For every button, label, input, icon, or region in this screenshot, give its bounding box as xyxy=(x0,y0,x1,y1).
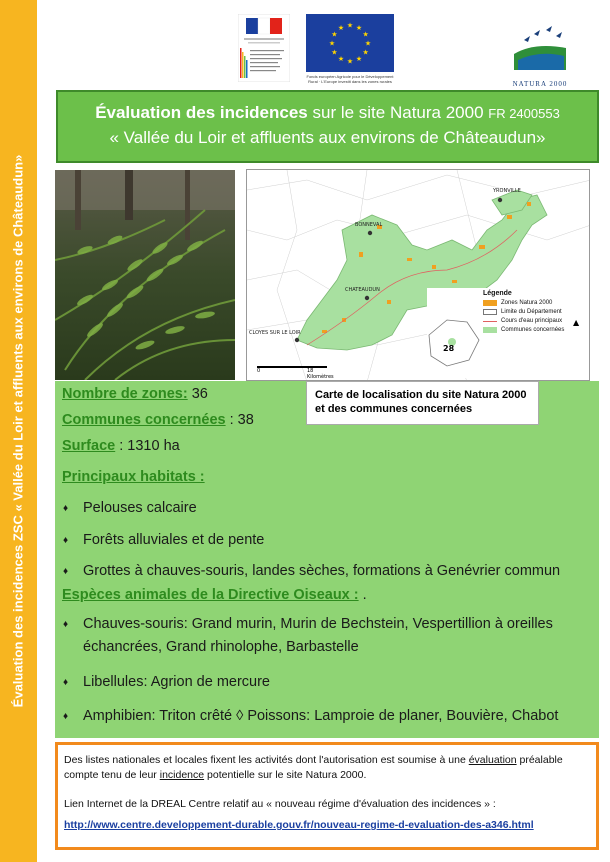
map-town: CLOYES SUR LE LOIR xyxy=(249,330,301,336)
map-caption-line2: et des communes concernées xyxy=(315,403,473,415)
bullet-icon: ♦ xyxy=(63,566,69,577)
map-town: CHATEAUDUN xyxy=(345,287,380,293)
map-town: YRONVILLE xyxy=(493,188,521,194)
european-union-logo xyxy=(306,14,394,84)
eu-star-icon: ★ xyxy=(355,23,363,32)
title-bold: Évaluation des incidences xyxy=(95,103,308,122)
list-item: ♦ Forêts alluviales et de pente xyxy=(63,529,593,552)
stat-communes xyxy=(62,412,254,428)
title-box xyxy=(56,90,599,163)
side-title: Évaluation des incidences ZSC « Vallée du Loir et affluents aux environs de Châteaudun» xyxy=(10,154,26,708)
stat-zones xyxy=(62,386,208,402)
zones-label: Nombre de zones: xyxy=(62,386,188,402)
legend-item: Communes concernées xyxy=(501,327,565,333)
map-scale-start: 0 xyxy=(257,368,261,374)
list-item: ♦ Chauves-souris: Grand murin, Murin de Bechstein, Vespertillion à oreilles échancrées, Grand rhinolophe, Barbastelle xyxy=(63,613,593,659)
bullet-icon: ♦ xyxy=(63,619,69,630)
side-band xyxy=(0,0,37,862)
regulation-text: Des listes nationales et locales fixent les activités dont l'autorisation est soumise à une évaluation préalable compte tenu de leur incidence potentielle sur le site Natura 2000. xyxy=(64,754,563,781)
stat-surface xyxy=(62,438,180,454)
natura-caption: NATURA 2000 xyxy=(512,80,568,88)
eu-star-icon: ★ xyxy=(328,39,336,48)
list-item: ♦ Amphibien: Triton crêté ◊ Poissons: Lamproie de planer, Bouvière, Chabot xyxy=(63,705,593,728)
list-item: ♦ Grottes à chauves-souris, landes sèches, formations à Genévrier commun xyxy=(63,560,593,583)
legend-swatch xyxy=(483,309,497,315)
surface-label: Surface xyxy=(62,438,116,454)
eu-star-icon: ★ xyxy=(346,21,354,30)
title-rest: sur le site Natura 2000 xyxy=(307,103,489,122)
republique-francaise-logo xyxy=(238,14,290,82)
fern-photo xyxy=(55,170,235,380)
map-caption xyxy=(306,381,539,425)
surface-value: : 1310 ha xyxy=(115,438,180,454)
dreal-link-intro: Lien Internet de la DREAL Centre relatif au « nouveau régime d'évaluation des incidences » : xyxy=(64,798,496,810)
regulation-box xyxy=(55,742,599,850)
eu-star-icon: ★ xyxy=(362,30,369,39)
eu-star-icon: ★ xyxy=(331,48,338,57)
north-arrow-icon: ▲ xyxy=(573,318,580,327)
site-code: FR 2400553 xyxy=(488,106,560,121)
species-heading: Espèces animales de la Directive Oiseaux : . xyxy=(62,587,367,603)
natura-2000-logo xyxy=(504,20,576,80)
dreal-link[interactable]: http://www.centre.developpement-durable.gouv.fr/nouveau-regime-d-evaluation-des-a346.html xyxy=(64,819,534,831)
map-caption-line1: Carte de localisation du site Natura 2000 xyxy=(315,389,527,401)
eu-star-icon: ★ xyxy=(364,39,372,48)
eu-star-icon: ★ xyxy=(331,30,338,39)
eu-caption: Fonds européen Agricole pour le Développement Rural · L'Europe investit dans les zones rurales xyxy=(306,74,394,84)
title-line1 xyxy=(58,101,597,126)
eu-star-icon: ★ xyxy=(346,57,354,66)
location-map xyxy=(246,169,590,381)
legend-swatch xyxy=(483,300,497,306)
map-town: BONNEVAL xyxy=(355,222,383,228)
bullet-icon: ♦ xyxy=(63,503,69,514)
map-scale xyxy=(257,366,337,380)
legend-swatch xyxy=(483,321,497,322)
eu-star-icon: ★ xyxy=(337,55,345,64)
info-panel xyxy=(55,381,599,738)
title-line2: « Vallée du Loir et affluents aux environs de Châteaudun» xyxy=(109,128,546,147)
zones-value: 36 xyxy=(191,386,208,402)
legend-swatch xyxy=(483,327,497,333)
european-union-flag xyxy=(306,14,394,72)
map-dept-number: 28 xyxy=(443,344,455,353)
bullet-icon: ♦ xyxy=(63,535,69,546)
list-item: ♦ Libellules: Agrion de mercure xyxy=(63,671,593,694)
bullet-icon: ♦ xyxy=(63,711,69,722)
eu-star-icon: ★ xyxy=(337,23,345,32)
eu-star-icon: ★ xyxy=(362,48,369,57)
legend-item: Limite du Département xyxy=(501,309,562,315)
eu-star-icon: ★ xyxy=(355,55,363,64)
list-item: ♦ Pelouses calcaire xyxy=(63,497,593,520)
legend-title: Légende xyxy=(483,290,512,297)
legend-item: Cours d'eau principaux xyxy=(501,318,563,324)
bullet-icon: ♦ xyxy=(63,677,69,688)
map-scale-end: 18 Kilomètres xyxy=(307,368,334,380)
communes-label: Communes concernées xyxy=(62,412,226,428)
legend-item: Zones Natura 2000 xyxy=(501,300,553,306)
communes-value: : 38 xyxy=(225,412,254,428)
habitats-heading: Principaux habitats : xyxy=(62,469,205,485)
